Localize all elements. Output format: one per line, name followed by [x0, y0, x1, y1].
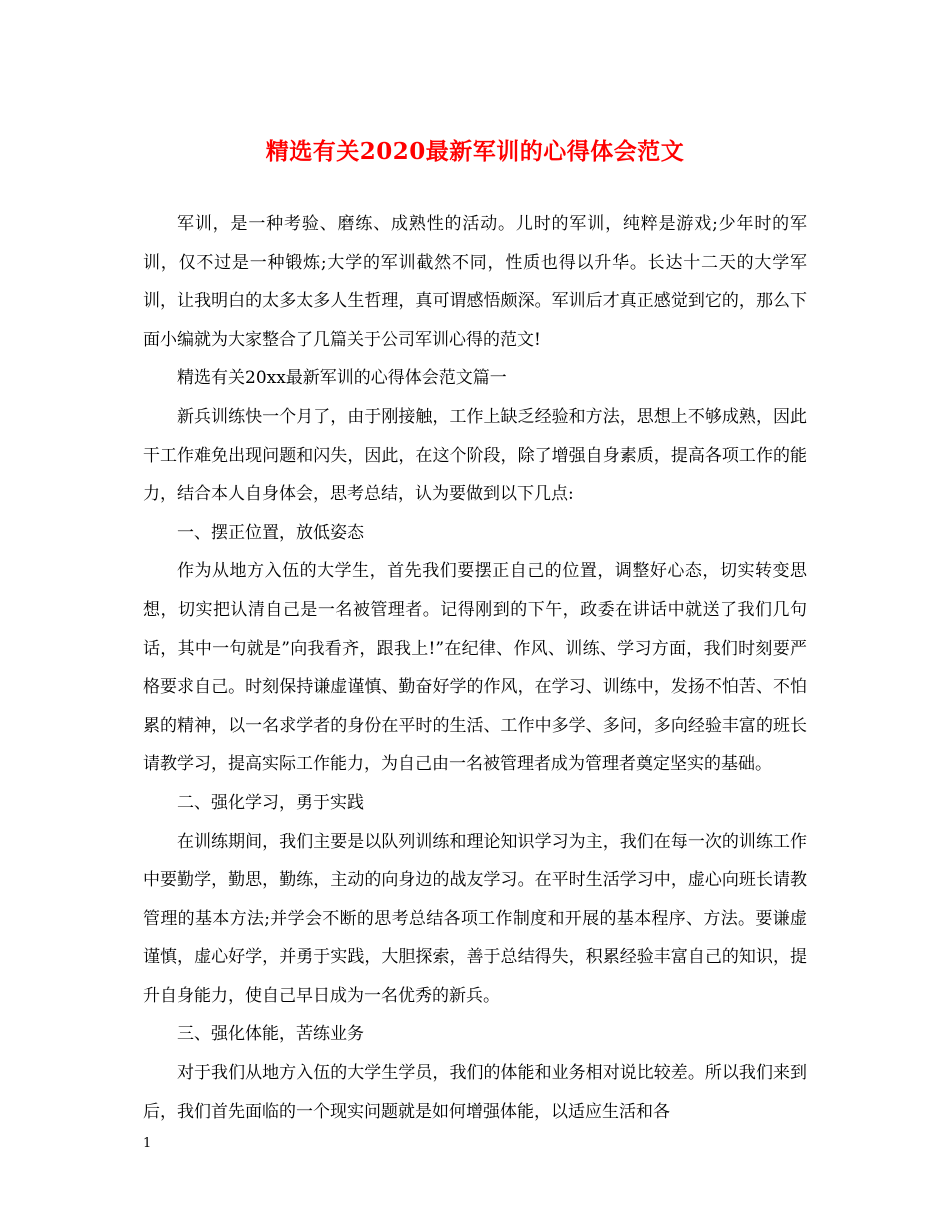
page-number: 1 — [143, 1136, 152, 1151]
section-title-part-one: 精选有关20xx最新军训的心得体会范文篇一 — [177, 368, 507, 389]
body-paragraph: 新兵训练快一个月了，由于刚接触，工作上缺乏经验和方法，思想上不够成熟，因此干工作难免出现问题和闪失，因此，在这个阶段，除了增强自身素质，提高各项工作的能力，结合本人自身体会，思考总结，认为要做到以下几点: — [143, 406, 807, 505]
body-paragraph: 对于我们从地方入伍的大学生学员，我们的体能和业务相对说比较差。所以我们来到后，我们首先面临的一个现实问题就是如何增强体能，以适应生活和各 — [143, 1063, 807, 1122]
heading-one: 一、摆正位置，放低姿态 — [177, 522, 364, 543]
heading-two: 二、强化学习，勇于实践 — [177, 792, 364, 813]
body-paragraph: 作为从地方入伍的大学生，首先我们要摆正自己的位置，调整好心态，切实转变思想，切实把认清自己是一名被管理者。记得刚到的下午，政委在讲话中就送了我们几句话，其中一句就是”向我看齐，跟我上!”在纪律、作风、训练、学习方面，我们时刻要严格要求自己。时刻保持谦虚谨慎、勤奋好学的作风，在学习、训练中，发扬不怕苦、不怕累的精神，以一名求学者的身份在平时的生活、工作中多学、多问，多向经验丰富的班长请教学习，提高实际工作能力，为自己由一名被管理者成为管理者奠定坚实的基础。 — [143, 561, 807, 775]
heading-three: 三、强化体能，苦练业务 — [177, 1024, 364, 1045]
body-paragraph: 在训练期间，我们主要是以队列训练和理论知识学习为主，我们在每一次的训练工作中要勤学，勤思，勤练，主动的向身边的战友学习。在平时生活学习中，虚心向班长请教管理的基本方法;并学会不断的思考总结各项工作制度和开展的基本程序、方法。要谦虚谨慎，虚心好学，并勇于实践，大胆探索，善于总结得失，积累经验丰富自己的知识，提升自身能力，使自己早日成为一名优秀的新兵。 — [143, 831, 807, 1006]
document-body — [143, 205, 807, 1131]
intro-paragraph: 军训，是一种考验、磨练、成熟性的活动。儿时的军训，纯粹是游戏;少年时的军训，仅不过是一种锻炼;大学的军训截然不同，性质也得以升华。长达十二天的大学军训，让我明白的太多太多人生哲理，真可谓感悟颇深。军训后才真正感觉到它的，那么下面小编就为大家整合了几篇关于公司军训心得的范文! — [143, 214, 807, 350]
document-title: 精选有关2020最新军训的心得体会范文 — [265, 138, 685, 165]
